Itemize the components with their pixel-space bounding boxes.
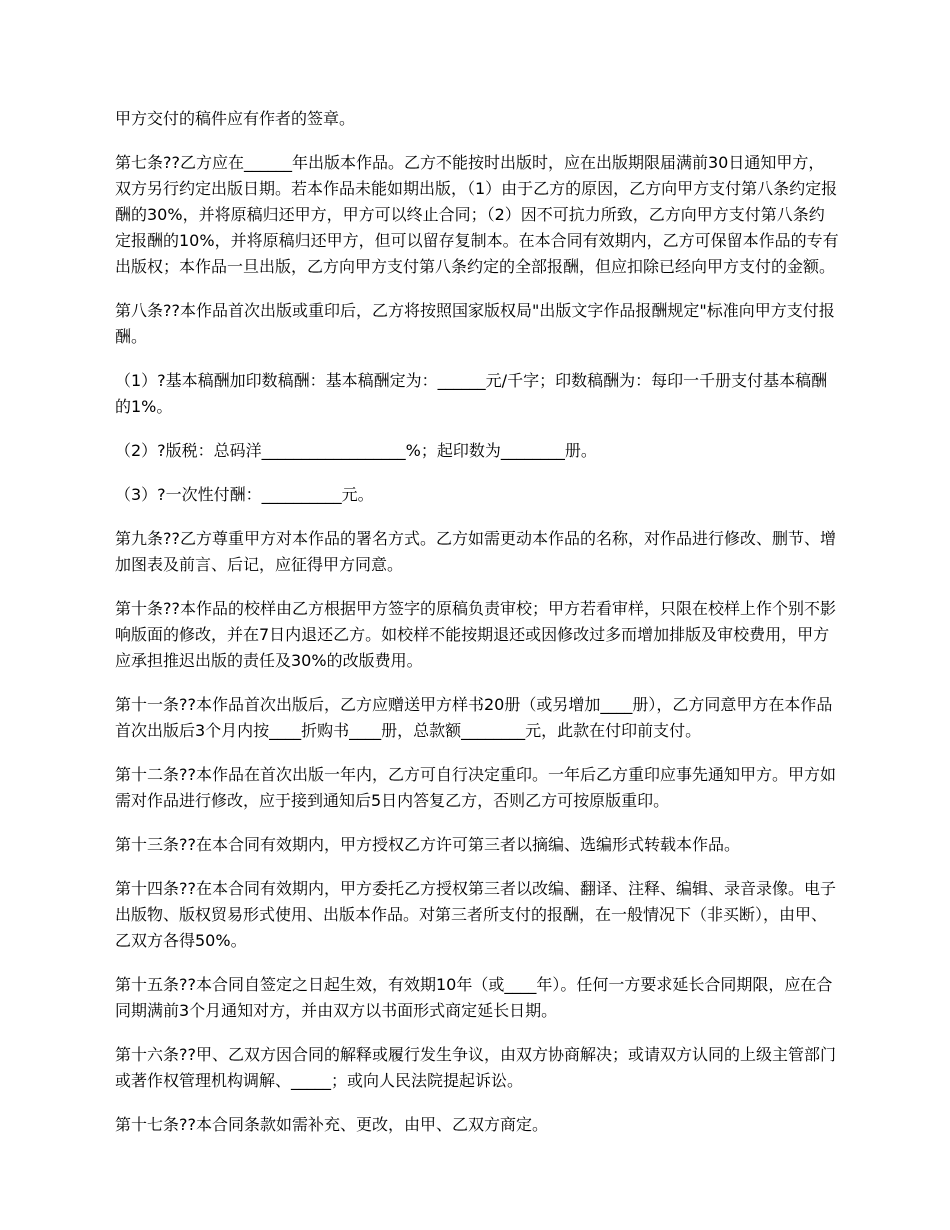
paragraph-article-15: 第十五条??本合同自签定之日起生效，有效期10年（或____年）。任何一方要求延长合同期限，应在合同期满前3个月通知对方，并由双方以书面形式商定延长日期。	[115, 975, 833, 1020]
paragraph-article-11: 第十一条??本作品首次出版后，乙方应赠送甲方样书20册（或另增加____册），乙方同意甲方在本作品首次出版后3个月内按____折购书____册，总款额________元，此款在付印前支付。	[115, 695, 833, 740]
paragraph-manuscript-signature: 甲方交付的稿件应有作者的签章。	[115, 109, 356, 128]
paragraph-article-13: 第十三条??在本合同有效期内，甲方授权乙方许可第三者以摘编、选编形式转载本作品。	[115, 835, 740, 854]
paragraph-article-8-item-1: （1）?基本稿酬加印数稿酬：基本稿酬定为：______元/千字；印数稿酬为：每印一千册支付基本稿酬的1%。	[115, 371, 828, 416]
paragraph-article-12: 第十二条??本作品在首次出版一年内，乙方可自行决定重印。一年后乙方重印应事先通知甲方。甲方如需对作品进行修改，应于接到通知后5日内答复乙方，否则乙方可按原版重印。	[115, 765, 836, 810]
paragraph-article-17: 第十七条??本合同条款如需补充、更改，由甲、乙双方商定。	[115, 1115, 548, 1134]
paragraph-article-16: 第十六条??甲、乙双方因合同的解释或履行发生争议，由双方协商解决；或请双方认同的上级主管部门或著作权管理机构调解、_____；或向人民法院提起诉讼。	[115, 1045, 836, 1090]
paragraph-article-8: 第八条??本作品首次出版或重印后，乙方将按照国家版权局"出版文字作品报酬规定"标准向甲方支付报酬。	[115, 301, 835, 346]
paragraph-article-9: 第九条??乙方尊重甲方对本作品的署名方式。乙方如需更动本作品的名称，对作品进行修改、删节、增加图表及前言、后记，应征得甲方同意。	[115, 529, 836, 574]
paragraph-article-10: 第十条??本作品的校样由乙方根据甲方签字的原稿负责审校；甲方若看审样，只限在校样上作个别不影响版面的修改，并在7日内退还乙方。如校样不能按期退还或因修改过多而增加排版及审校费用，甲方应承担推迟出版的责任及30%的改版费用。	[115, 599, 836, 670]
contract-page	[115, 106, 840, 1156]
paragraph-article-8-item-3: （3）?一次性付酬：__________元。	[115, 485, 374, 504]
paragraph-article-8-item-2: （2）?版税：总码洋__________________%；起印数为________册。	[115, 441, 597, 460]
paragraph-article-14: 第十四条??在本合同有效期内，甲方委托乙方授权第三者以改编、翻译、注释、编辑、录音录像。电子出版物、版权贸易形式使用、出版本作品。对第三者所支付的报酬，在一般情况下（非买断），由甲、乙双方各得50%。	[115, 879, 836, 950]
paragraph-article-7: 第七条??乙方应在______年出版本作品。乙方不能按时出版时，应在出版期限届满前30日通知甲方，双方另行约定出版日期。若本作品未能如期出版，（1）由于乙方的原因，乙方向甲方支付第八条约定报酬的30%，并将原稿归还甲方，甲方可以终止合同；（2）因不可抗力所致，乙方向甲方支付第八条约定报酬的10%，并将原稿归还甲方，但可以留存复制本。在本合同有效期内，乙方可保留本作品的专有出版权；本作品一旦出版，乙方向甲方支付第八条约定的全部报酬，但应扣除已经向甲方支付的金额。	[115, 153, 839, 276]
